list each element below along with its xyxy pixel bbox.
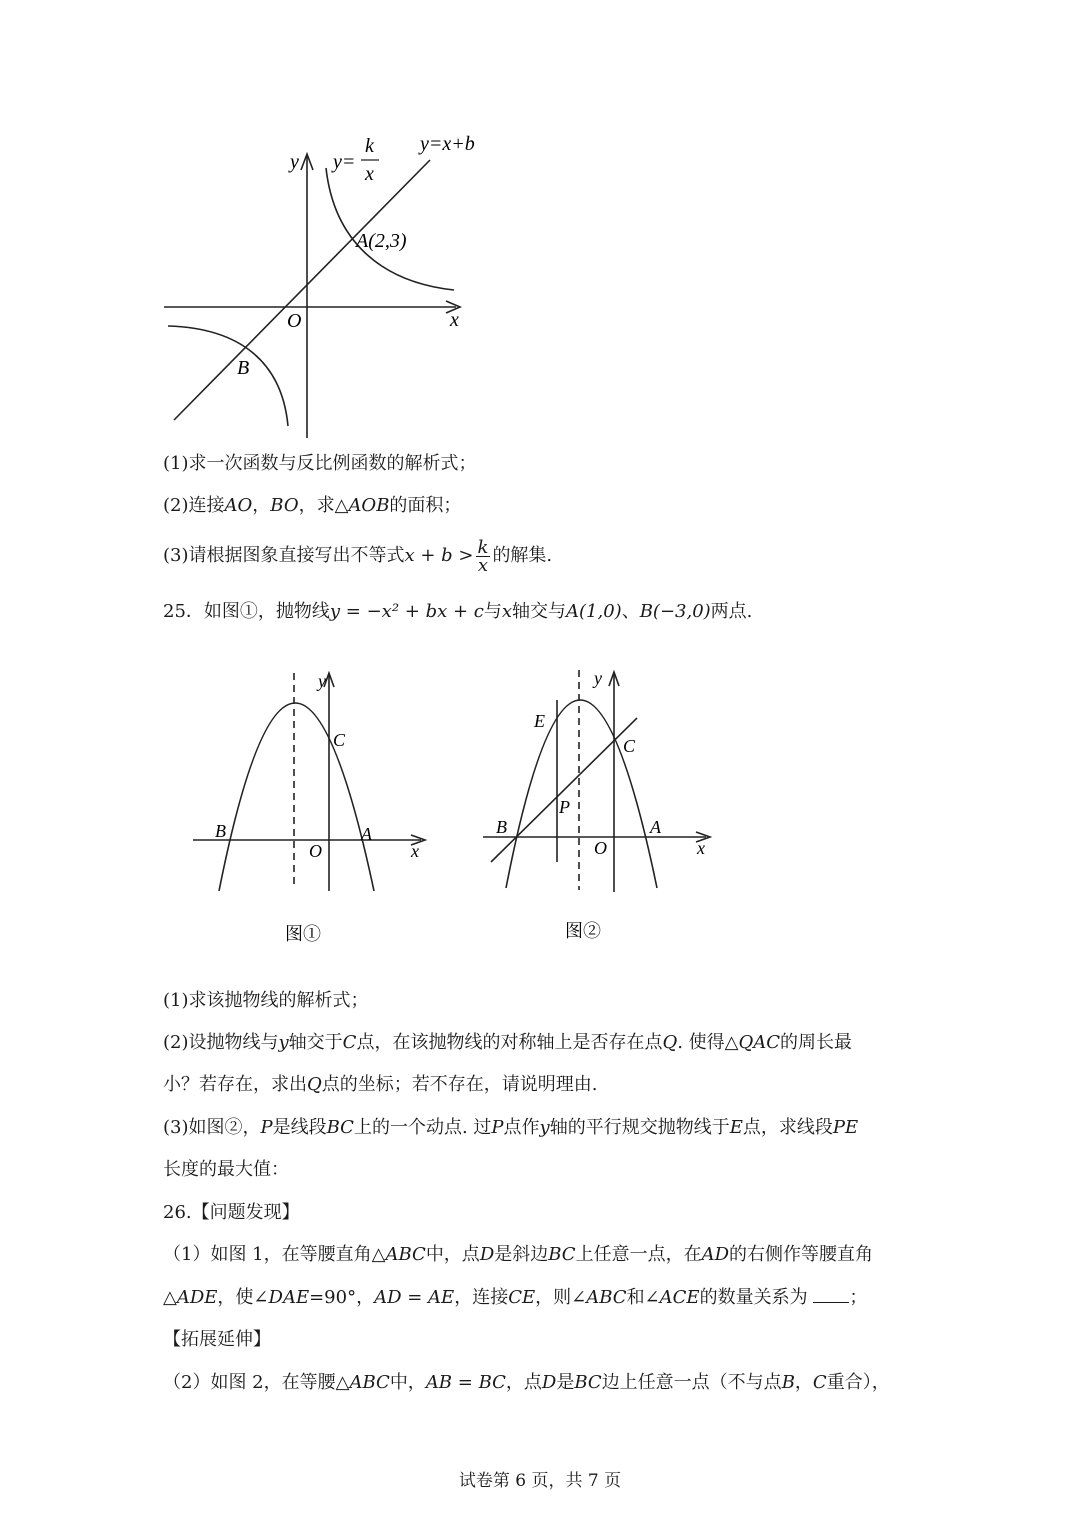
q26-s1-text-10: ，则∠ — [535, 1287, 587, 1308]
q25-p2-qac: QAC — [738, 1032, 781, 1053]
q26-s1-text-5: 的右侧作等腰直角 — [729, 1244, 874, 1265]
q24-part-2 — [163, 494, 461, 518]
q25-p2-y: y — [278, 1032, 289, 1053]
q24-p3-post: 的解集. — [492, 545, 553, 566]
q26-s1-ce: CE — [508, 1287, 536, 1308]
q25-p2-text-3: 点，在该抛物线的对称轴上是否存在点 — [356, 1032, 663, 1053]
q26-s2-text-5: 边上任意一点（不与点 — [601, 1372, 782, 1393]
q26-s1-text-4: 上任意一点，在 — [575, 1244, 702, 1265]
fig1-line-label: y=x+b — [420, 133, 475, 155]
q24-p2-bo: BO — [270, 495, 299, 516]
fig-a-origin-label: O — [309, 841, 322, 861]
fig-b-y-label: y — [594, 668, 602, 688]
q25-p3-pe: PE — [832, 1117, 859, 1138]
fig-a-point-c-label: C — [333, 730, 346, 750]
q25-p3-p: P — [260, 1117, 273, 1138]
q25-p2-q-2: Q — [307, 1074, 322, 1095]
q25-p3-bc: BC — [326, 1117, 354, 1138]
q26-s1-ace: ACE — [659, 1287, 700, 1308]
fig-a-point-b-label: B — [215, 821, 226, 841]
q26-extension-title: 【拓展延伸】 — [163, 1329, 271, 1350]
q26-s1-text-1: （1）如图 1，在等腰直角△ — [163, 1244, 386, 1265]
q24-part-3 — [163, 536, 552, 576]
q26-s2-eq: AB = BC — [425, 1372, 506, 1393]
q26-s2-c: C — [812, 1372, 827, 1393]
q26-answer-blank[interactable] — [813, 1286, 849, 1303]
fig1-curve-label-lhs: y= — [333, 151, 356, 173]
q25-p2-c: C — [342, 1032, 357, 1053]
q26-s1-text-8: =90°， — [309, 1287, 375, 1308]
q25-p3-p-2: P — [491, 1117, 504, 1138]
hyperbola-branch-2 — [168, 326, 288, 426]
q25-p3-text-1: (3)如图②， — [163, 1117, 261, 1138]
q24-p2-ao: AO — [224, 495, 253, 516]
q26-s1-text-3: 是斜边 — [494, 1244, 549, 1265]
fig-a-point-a-label: A — [361, 824, 372, 844]
q26-s1-bc: BC — [548, 1244, 576, 1265]
q25-p2-text-1: (2)设抛物线与 — [163, 1032, 279, 1053]
fig1-curve-label-x: x — [365, 163, 374, 185]
q26-s2-d: D — [541, 1372, 557, 1393]
q24-p2-post: 的面积； — [389, 495, 462, 516]
fig1-x-label: x — [450, 309, 459, 331]
q25-part-2-line-1 — [163, 1031, 852, 1055]
q25-part-3-line-2: 长度的最大值： — [163, 1159, 289, 1180]
fig-b-point-e-label: E — [534, 711, 545, 731]
fig-b-point-p-label: P — [559, 797, 570, 817]
q26-s1-text-6: △ — [163, 1287, 177, 1308]
q25-p3-text-4: 点作 — [503, 1117, 540, 1138]
q25-p2-q: Q — [662, 1032, 678, 1053]
q24-p2-aob: AOB — [348, 495, 390, 516]
q26-s2-abc: ABC — [349, 1372, 390, 1393]
fig-a-x-label: x — [411, 841, 419, 861]
q26-s1-ad: AD — [701, 1244, 730, 1265]
q26-s2-line-1 — [163, 1371, 890, 1395]
q25-intro-post: 两点. — [710, 601, 753, 622]
q24-p2-sep: ， — [252, 495, 271, 516]
fig-b-point-a-label: A — [650, 817, 661, 837]
q25-p3-text-3: 上的一个动点. 过 — [353, 1117, 492, 1138]
q25-part-3-line-1 — [163, 1116, 858, 1140]
q26-s1-ade: ADE — [176, 1287, 218, 1308]
q25-p2-text-7: 点的坐标；若不存在，请说明理由. — [321, 1074, 598, 1095]
fig1-point-a-label: A(2,3) — [356, 230, 407, 252]
q25-p3-y: y — [539, 1117, 550, 1138]
q26-s1-dae: DAE — [268, 1287, 310, 1308]
fig-b-parabola — [506, 700, 657, 888]
fig1-origin-label: O — [287, 310, 302, 332]
q25-intro-point-b: B(−3,0) — [639, 601, 711, 622]
q26-s1-text-12: 的数量关系为 — [699, 1287, 808, 1308]
q24-p2-mid: ，求△ — [298, 495, 349, 516]
fig-b-x-label: x — [697, 838, 705, 858]
fig-b-caption: 图② — [565, 921, 601, 941]
q25-intro-pre: 25．如图①，抛物线 — [163, 601, 330, 622]
q25-part-1: (1)求该抛物线的解析式； — [163, 990, 369, 1011]
q25-p2-text-4: . 使得△ — [677, 1032, 739, 1053]
q25-intro — [163, 600, 752, 624]
q26-s2-text-4: 是 — [556, 1372, 575, 1393]
page-footer: 试卷第 6 页，共 7 页 — [458, 1471, 622, 1491]
figure-parabola-2 — [475, 662, 725, 952]
q25-p2-text-6: 小？若存在，求出 — [163, 1074, 307, 1095]
fig-b-point-c-label: C — [623, 736, 636, 756]
fig-a-parabola — [219, 703, 374, 891]
q25-p3-text-5: 轴的平行规交抛物线于 — [549, 1117, 730, 1138]
fig-a-caption: 图① — [285, 924, 321, 944]
q25-intro-mid: 与 — [483, 601, 502, 622]
q26-s1-abc: ABC — [385, 1244, 426, 1265]
q26-s2-bc: BC — [574, 1372, 602, 1393]
q26-s1-text-7: ，使∠ — [217, 1287, 269, 1308]
q24-p2-pre: (2)连接 — [163, 495, 225, 516]
q26-s2-text-3: ，点 — [505, 1372, 542, 1393]
q26-s1-eq: AD = AE — [374, 1287, 455, 1308]
q26-title: 26.【问题发现】 — [163, 1202, 300, 1223]
q25-intro-sep: 、 — [621, 601, 640, 622]
q24-p3-fraction-num: k — [477, 536, 489, 558]
fig-a-y-label: y — [318, 671, 326, 691]
q25-p3-text-6: 点，求线段 — [742, 1117, 833, 1138]
q25-intro-equation: y = −x² + bx + c — [329, 601, 484, 622]
fig1-y-label: y — [290, 151, 299, 173]
q26-s1-line-2 — [163, 1286, 867, 1310]
q26-s2-b: B — [781, 1372, 795, 1393]
line-y-x-b — [174, 160, 430, 420]
q25-p2-text-5: 的周长最 — [780, 1032, 853, 1053]
q25-intro-point-a: A(1,0) — [566, 601, 622, 622]
q25-p3-e: E — [729, 1117, 743, 1138]
q25-p3-text-2: 是线段 — [272, 1117, 327, 1138]
fig1-point-b-label: B — [237, 357, 250, 379]
figure-parabola-1 — [185, 665, 435, 955]
fig-b-point-b-label: B — [496, 817, 507, 837]
figure-hyperbola-line — [150, 130, 510, 450]
q26-s1-end: ； — [849, 1287, 868, 1308]
q24-part-1: (1)求一次函数与反比例函数的解析式； — [163, 453, 477, 474]
q26-s1-text-9: ，连接 — [454, 1287, 509, 1308]
q26-s1-text-11: 和∠ — [626, 1287, 660, 1308]
hyperbola-branch-1 — [326, 168, 454, 290]
q26-s2-text-1: （2）如图 2，在等腰△ — [163, 1372, 350, 1393]
q26-s2-text-2: 中， — [389, 1372, 426, 1393]
q26-s1-text-2: 中，点 — [425, 1244, 480, 1265]
q25-intro-mid2: 轴交与 — [512, 601, 567, 622]
q26-s2-text-6: 重合）， — [826, 1372, 890, 1393]
fig-b-origin-label: O — [594, 838, 607, 858]
q25-part-2-line-2 — [163, 1073, 598, 1097]
q24-p3-fraction-den: x — [477, 554, 489, 576]
q24-p3-pre: (3)请根据图象直接写出不等式 — [163, 545, 405, 566]
q24-p3-inequality: x + b > — [404, 545, 474, 566]
fig1-curve-label-k: k — [365, 135, 374, 157]
q26-s1-abc-2: ABC — [586, 1287, 627, 1308]
q26-s1-line-1 — [163, 1243, 873, 1267]
fig-b-line-bc — [491, 718, 637, 862]
q26-s1-d: D — [479, 1244, 495, 1265]
q24-p3-fraction — [476, 536, 491, 576]
q25-p2-text-2: 轴交于 — [288, 1032, 343, 1053]
q26-s2-sep: ， — [794, 1372, 813, 1393]
q25-intro-x: x — [501, 601, 513, 622]
